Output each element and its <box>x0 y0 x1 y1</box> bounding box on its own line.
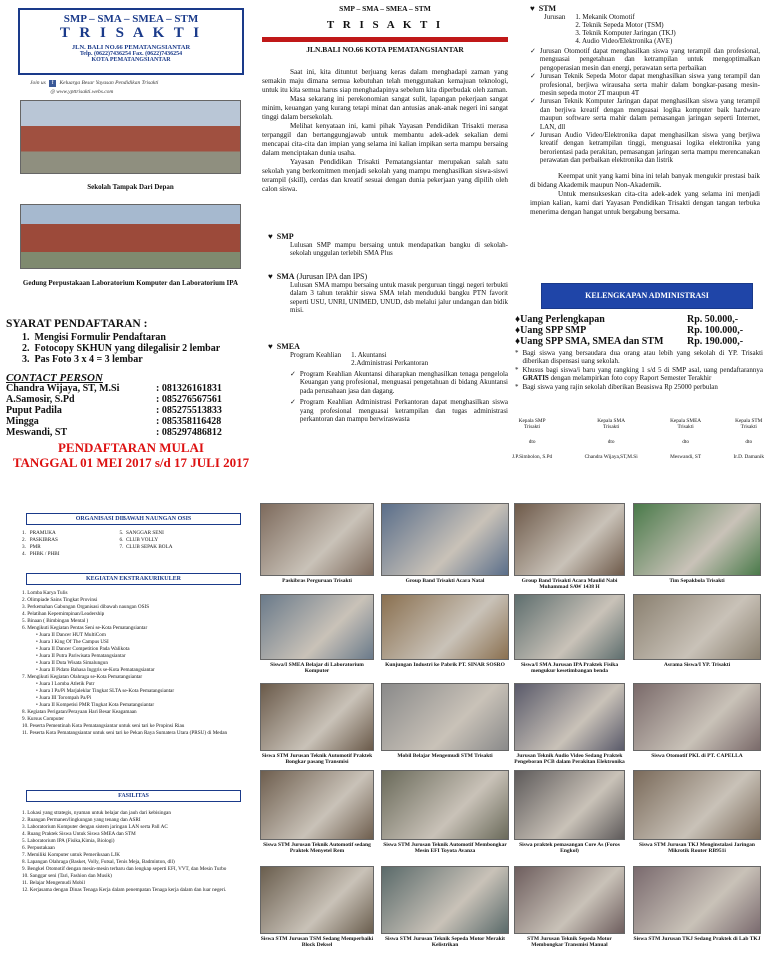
list-item: 2. Ruangan Permanen/lingkungan yang tenang dan ASRI <box>22 817 141 824</box>
list-item: • Juara II Putra Pariwisata Pematangsiantar <box>36 653 126 660</box>
smea-check1: ✓ Program Keahlian Akuntansi diharapkan menghasilkan tenaga pengelola Keuangan yang profesional, menguasai pengetahuan di bidang Akuntansi pada perusahaan jasa dan dagang. <box>290 370 508 395</box>
gallery-caption: Siswa STM Jurusan Teknik Automotif Praktek Bongkar pasang Transmisi <box>261 753 373 766</box>
school-front-photo <box>20 100 241 174</box>
gallery-caption: Siswa Otomotif PKL di PT. CAPELLA <box>651 753 743 759</box>
gallery-caption: Asrama Siswa/I YP. Trisakti <box>663 662 731 668</box>
mid-header <box>262 4 508 54</box>
header-schools: SMP – SMA – SMEA – STM <box>63 13 199 25</box>
syarat-item: 3. Pas Foto 3 x 4 = 3 lembar <box>22 354 143 365</box>
right-p2: Untuk mensukseskan cita-cita adek-adek yang selama ini menjadi impian kalian, kami dari Yayasan Pendidikan Trisakti dengan tangan terbuka menerima dengan hangat untuk bergabung bersama. <box>530 190 760 217</box>
list-item: 3. Laboratorium Komputer dengan sistem jaringan LAN serta Pall AC <box>22 824 168 831</box>
header-city: KOTA PEMATANGSIANTAR <box>91 57 171 63</box>
facebook-icon: f <box>49 80 56 87</box>
osis-title-box: ORGANISASI DIBAWAH NAUNGAN OSIS <box>26 513 241 525</box>
syarat-title: SYARAT PENDAFTARAN : <box>6 318 148 330</box>
gallery-photo <box>514 683 625 751</box>
list-item: 1. Lomba Karya Tulis <box>22 590 68 596</box>
fee-row: ♦Uang Perlengkapan Rp. 50.000,- <box>515 314 739 325</box>
osis-list: 1. PRAMUKA 2. PASKIBRAS 3. PMR 4. PHBK / PHBI 5. SANGGAR SENI 6. CLUB VOLLY 7. CLUB SEPAK BOLA <box>22 530 173 558</box>
smp-text: Lulusan SMP mampu bersaing untuk mendapatkan bangku di sekolah-sekolah unggulan terlebih SMA Plus <box>290 241 508 258</box>
gallery-caption: Mobil Belajar Mengemudi STM Trisakti <box>397 753 493 759</box>
right-p1: Keempat unit yang kami bina ini telah banyak mengukir prestasi baik di bidang Akademik maupun Non-Akademik. <box>530 172 760 190</box>
gallery-caption: Siswa STM Jurusan TSM Sedang Memperbaiki Block Deksel <box>260 936 374 949</box>
gallery-photo <box>381 594 509 660</box>
mid-title: T R I S A K T I <box>326 19 444 31</box>
gallery-caption: Siswa praktek pemasangan Core As (Foros Engkol) <box>519 842 620 855</box>
fee-row: ♦Uang SPP SMP Rp. 100.000,- <box>515 325 744 336</box>
list-item: • Juara I Pa/Pi Marjaleklar Tingkat SLTA se-Kota Pematangsiantar <box>36 688 175 695</box>
gallery-caption: Siswa STM Jurusan Teknik Sepeda Motor Merakit Kelistrikan <box>384 936 505 949</box>
gallery-photo <box>381 503 509 576</box>
pendaftaran-mulai: PENDAFTARAN MULAI <box>57 440 204 455</box>
library-lab-photo <box>20 204 241 269</box>
list-item: • Juara I King Of The Campus USI <box>36 639 109 646</box>
eks-list <box>22 590 250 737</box>
signature: Kepala SMP Trisakti dto J.P.Simbolon, S.Pd <box>512 418 553 460</box>
gallery-photo <box>633 866 761 934</box>
list-item: 12. Kerjasama dengan Dinas Tenaga Kerja dalam penempatan Tenaga kerja dalam dan luar negeri. <box>22 887 227 894</box>
list-item: 1. Lokasi yang strategis, nyaman untuk belajar dan jauh dari kebisingan <box>22 810 171 816</box>
list-item: • Juara II Kompetisi PMR Tingkat Kota Pematangsiantar <box>36 702 155 709</box>
header-title: T R I S A K T I <box>59 25 203 41</box>
smea-title: ♥ SMEA <box>268 342 300 351</box>
gallery-caption: Jurusan Teknik Audio Video Sedang Praktek Pengeboran PCB dalam Perakitan Elektronika <box>514 753 625 766</box>
check-icon: ✓ <box>290 398 296 407</box>
syarat-list <box>22 332 220 365</box>
list-item: • Juara II Dancer HUT MultiCom <box>36 632 106 639</box>
list-item: 6. Mengikuti Kegiatan Pentas Seni se-Kota Pematangsiantar <box>22 625 148 632</box>
signature: Kepala SMA Trisakti dto Chandra Wijaya,ST,M.Si <box>584 418 638 460</box>
contact-row: Puput Padila : 085275513833 <box>6 405 222 416</box>
list-item: 8. Lapangan Olahraga (Basket, Volly, Futsal, Tenis Meja, Badminton, dll) <box>22 859 175 866</box>
gallery-photo <box>514 770 625 840</box>
social-fb <box>30 80 158 87</box>
fasilitas-list <box>22 810 250 894</box>
list-item: • Juara I Lomba Atletik Putr <box>36 681 95 688</box>
list-item: 10. Sanggar seni (Tari, Fashion dan Musik) <box>22 873 112 880</box>
gallery-photo <box>633 503 761 576</box>
list-item: 9. Kursus Computer <box>22 716 64 723</box>
caption-school-front: Sekolah Tampak Dari Depan <box>87 183 174 191</box>
list-item: 7. Memiliki Komputer untuk Pemeriksaan LJK <box>22 852 120 859</box>
gallery-photo <box>514 594 625 660</box>
gallery-caption: Siswa STM Jurusan Teknik Automotif sedang Praktek Menyetel Rem <box>263 842 371 855</box>
caption-library-lab: Gedung Perpustakaan Laboratorium Komputer dan Laboratorium IPA <box>22 279 239 287</box>
social-web <box>50 89 113 95</box>
gallery-caption: Group Band Trisakti Acara Natal <box>405 578 485 584</box>
gallery-caption: STM Jurusan Teknik Sepeda Motor Membongkar Transmisi Manual <box>527 936 612 949</box>
red-bar <box>262 37 508 42</box>
intro-p2: Masa sekarang ini perekonomian sangat sulit, lapangan pekerjaan sangat minim, keuangan yang kurang tetapi minat dan antusias anak-anak negeri ini sangat tinggi dalam bersekolah. <box>262 95 508 121</box>
note: * Bagi siswa yang bersaudara dua orang atau lebih yang sekolah di YP. Trisakti diberikan dispensasi uang sekolah. <box>515 349 763 366</box>
list-item: • Juara II Dancer Competition Pada Walikota <box>36 646 130 653</box>
list-item: 4. Pelatihan Kepemimpinan/Leadership <box>22 611 105 618</box>
stm-title: ♥ STM <box>530 4 557 13</box>
gallery-caption: Tim Sepakbola Trisakti <box>669 578 725 584</box>
gallery-caption: Paskibras Perguruan Trisakti <box>282 578 352 584</box>
contact-list <box>6 383 246 438</box>
gallery-caption: Group Band Trisakti Acara Maulid Nabi Muhammad SAW 1438 H <box>521 578 618 591</box>
list-item: 8. Kegiatan Perigatan/Perayaan Hari Besar Keagamaan <box>22 709 137 716</box>
stm-check: ✓ Jurusan Teknik Sepeda Motor dapat menghasilkan siswa yang terampil dan profesional, berjiwa wirausaha serta mahir dalam bongkar-pasang mesin-mesin sepeda motor 2T maupun 4T <box>530 72 760 97</box>
intro-p4: Yayasan Pendidikan Trisakti Pematangsiantar merupakan salah satu sekolah yang berkomitmen menjadi sekolah yang mampu menghasilkan siswa-siswi terampil (skill), cerdas dan kreatif sesuai dengan dunia pekerjaan yang dipilih oleh calon siswa. <box>262 158 508 193</box>
check-icon: ✓ <box>290 370 296 378</box>
sma-text: Lulusan SMA mampu bersaing untuk masuk perguruan tinggi negeri terbukti dalam 3 tahun terakhir siswa SMA telah menduduki bangku PTN favorit seperti USU, UNRI, UNIMED, UNUD, dsb melalui jalur undangan dan bidik misi. <box>290 281 508 315</box>
stm-check: ✓ Jurusan Teknik Komputer Jaringan dapat menghasilkan siswa yang terampil dan berjiwa kreatif dengan menguasai logika komputer baik hardware maupun software serta mahir dalam pemasangan jaringan seperti Internet, LAN, dll <box>530 97 760 131</box>
globe-icon: ◎ <box>50 89 55 95</box>
sma-section <box>268 272 508 315</box>
social-prefix: Join us <box>30 80 46 86</box>
sma-title: ♥ SMA (Jurusan IPA dan IPS) <box>268 272 368 281</box>
gallery-caption: Siswa STM Jurusan TKJ Menginstalasi Jaringan Mikrotik Router RB951i <box>639 842 755 855</box>
pendaftaran-date: TANGGAL 01 MEI 2017 s/d 17 JULI 2017 <box>12 455 250 470</box>
stm-check: ✓ Jurusan Audio Video/Elektronika dapat menghasilkan siswa yang berjiwa kreatif dengan ketrampilan tinggi, menguasai logika elektronika yang berorientasi pada perakitan, pemasangan jaringan serta mampu merencanakan perawatan dan perbaikan elektronika dan listrik <box>530 130 760 165</box>
list-item: • Juara II Pidato Bahasa Inggris se-Kota Pematangsiantar <box>36 667 155 674</box>
syarat-item: 1. Mengisi Formulir Pendaftaran <box>22 332 166 343</box>
gallery-photo <box>514 503 625 576</box>
gallery-caption: Siswa/I SMA Jurusan IPA Praktek Fisika mengukur kesetimbangan benda <box>520 662 619 675</box>
smea-check2: ✓ Program Keahlian Administrasi Perkantoran dapat menghasilkan siswa yang profesional menguasai ketrampilan dan tugas administrasi perkantoran dan mampu berwiraswasta <box>290 398 508 423</box>
smea-section <box>268 342 508 423</box>
gallery-photo <box>260 866 374 934</box>
smea-program: Program Keahlian 1. Akuntansi 2.Administrasi Perkantoran <box>290 351 429 367</box>
gallery-photo <box>260 594 374 660</box>
signature: Kepala SMEA Trisakti dto Meswandi, ST <box>670 418 702 460</box>
gallery-photo <box>260 770 374 840</box>
note: * Khusus bagi siswa/i baru yang rangking 1 s/d 5 di SMP asal, uang pendaftarannya GRATIS dengan melampirkan foto copy Raport Semester Terakhir <box>515 365 763 383</box>
mid-intro <box>262 68 508 194</box>
gallery-photo <box>260 503 374 576</box>
gallery-photo <box>381 770 509 840</box>
mid-address: JLN.BALI NO.66 KOTA PEMATANGSIANTAR <box>306 45 464 54</box>
gallery-photo <box>514 866 625 934</box>
gallery-caption: Siswa STM Jurusan Teknik Automotif Membongkar Mesin EFI Toyota Avanza <box>383 842 507 855</box>
gallery-photo <box>633 683 761 751</box>
list-item: 10. Peserta Pementinah Kota Pematangsiantar untuk seni tari ke Propinsi Riau <box>22 723 185 730</box>
syarat-item: 2. Fotocopy SKHUN yang dilegalisir 2 lembar <box>22 343 221 354</box>
contact-row: Chandra Wijaya, ST, M.Si : 081326161831 <box>6 383 222 394</box>
social-web-text: www.ypttrisakti.webs.com <box>56 89 114 95</box>
note: * Bagi siswa yang rajin sekolah diberikan Beasiswa Rp 25000 perbulan <box>515 382 718 391</box>
list-item: 11. Belajar Mengemudi Mobil <box>22 880 85 887</box>
gallery-photo <box>260 683 374 751</box>
list-item: 9. Bengkel Otomotif dengan mesin-mesin terbaru dan lengkap seperti EFI, VVT, dan Mesin Turbo <box>22 866 227 873</box>
fasilitas-title-box: FASILITAS <box>26 790 241 802</box>
fees-list <box>515 314 763 391</box>
list-item: 5. Laboratorium IPA (Fisika,Kimia, Biologi) <box>22 838 115 845</box>
gallery-caption: Siswa/I SMEA Belajar di Laboratorium Komputer <box>270 662 364 675</box>
kelengkapan-box: KELENGKAPAN ADMINISTRASI <box>541 283 753 309</box>
eks-title-box: KEGIATAN EKSTRAKURIKULER <box>26 573 241 585</box>
social-fb-name: Keluarga Besar Yayasan Pendidikan Trisakti <box>59 80 159 86</box>
heart-bullet-icon: ♥ <box>530 4 535 13</box>
gallery-caption: Kunjungan Industri ke Pabrik PT. SINAR SOSRO <box>385 662 505 668</box>
intro-p1: Saat ini, kita dituntut berjuang keras dalam menghadapi zaman yang semakin maju dimana semua kebutuhan telah menggunakan kemajuan teknologi, untuk itu kita semua harus siap menghadapinya sebelum kita diperbudak oleh zaman. <box>262 68 508 94</box>
mid-schools: SMP – SMA – SMEA – STM <box>339 4 431 13</box>
list-item: 7. Mengikuti Kegiatan Olahraga se-Kota Pematangsiantar <box>22 674 143 681</box>
gallery-photo <box>381 683 509 751</box>
heart-bullet-icon: ♥ <box>268 232 273 241</box>
heart-bullet-icon: ♥ <box>268 342 273 351</box>
intro-p3: Melihat kenyataan ini, kami pihak Yayasan Pendidikan Trisakti merasa terpanggil dan bertanggungjawab untuk membantu adek-adek sekalian demi mencapai cita-cita dan impian yang selama ini kalian impikan serta mampu bersaing dalam menciptakan dunia usaha. <box>262 122 508 157</box>
header-telp: Telp. (0622)7436254 Fax. (0622)7436254 <box>79 51 183 57</box>
list-item: • Juara III Torompah Pa/Pi <box>36 695 92 702</box>
list-item: 6. Perpustakaan <box>22 845 55 852</box>
stm-jurusan: Jurusan 1. Mekanik Otomotif 2. Teknik Sepeda Motor (TSM) 3. Teknik Komputer Jaringan (TKJ) 4. Audio Video/Elektronika (AVE) <box>544 13 676 45</box>
gallery-photo <box>633 770 761 840</box>
header-address: JLN. BALI NO.66 PEMATANGSIANTAR <box>71 44 191 51</box>
list-item: 3. Perkemahan Gabungan Organisasi dibawah naungan OSIS <box>22 604 150 611</box>
left-header-box <box>18 8 244 75</box>
smp-section <box>268 232 508 258</box>
gallery-caption: Siswa STM Jurusan TKJ Sedang Praktek di Lab TKJ <box>633 936 761 942</box>
signature: Kepala STM Trisakti dto Ir.D. Damanik <box>733 418 764 460</box>
list-item: 2. Olimpiade Sains Tingkat Provinsi <box>22 597 98 604</box>
contact-title: CONTACT PERSON <box>6 372 103 384</box>
signatures <box>512 418 764 460</box>
list-item: 4. Ruang Praktek Siswa Untuk Siswa SMEA dan STM <box>22 831 136 838</box>
smp-title: ♥ SMP <box>268 232 294 241</box>
contact-row: Mingga : 085358116428 <box>6 416 222 427</box>
list-item: 11. Peserta Kota Pematangsiantar untuk seni tari ke Pekan Raya Sumatera Utara (PRSU) di Medan <box>22 730 228 737</box>
gallery-photo <box>381 866 509 934</box>
stm-section <box>530 4 760 217</box>
gallery-photo <box>633 594 761 660</box>
list-item: 5. Binaan ( Bimbingan Mental ) <box>22 618 89 625</box>
heart-bullet-icon: ♥ <box>268 272 273 281</box>
list-item: • Juara II Duta Wisata Simalungun <box>36 660 108 667</box>
fee-row: ♦Uang SPP SMA, SMEA dan STM Rp. 190.000,- <box>515 336 744 347</box>
contact-row: Meswandi, ST : 085297486812 <box>6 427 222 438</box>
contact-row: A.Samosir, S.Pd : 085276567561 <box>6 394 222 405</box>
stm-check: ✓ Jurusan Otomotif dapat menghasilkan siswa yang terampil dan profesional, menguasai pengetahuan dan ketrampilan untuk mengoptimalkan pengoperasian mesin dan energi, perawatan serta perbaikan <box>530 47 760 72</box>
